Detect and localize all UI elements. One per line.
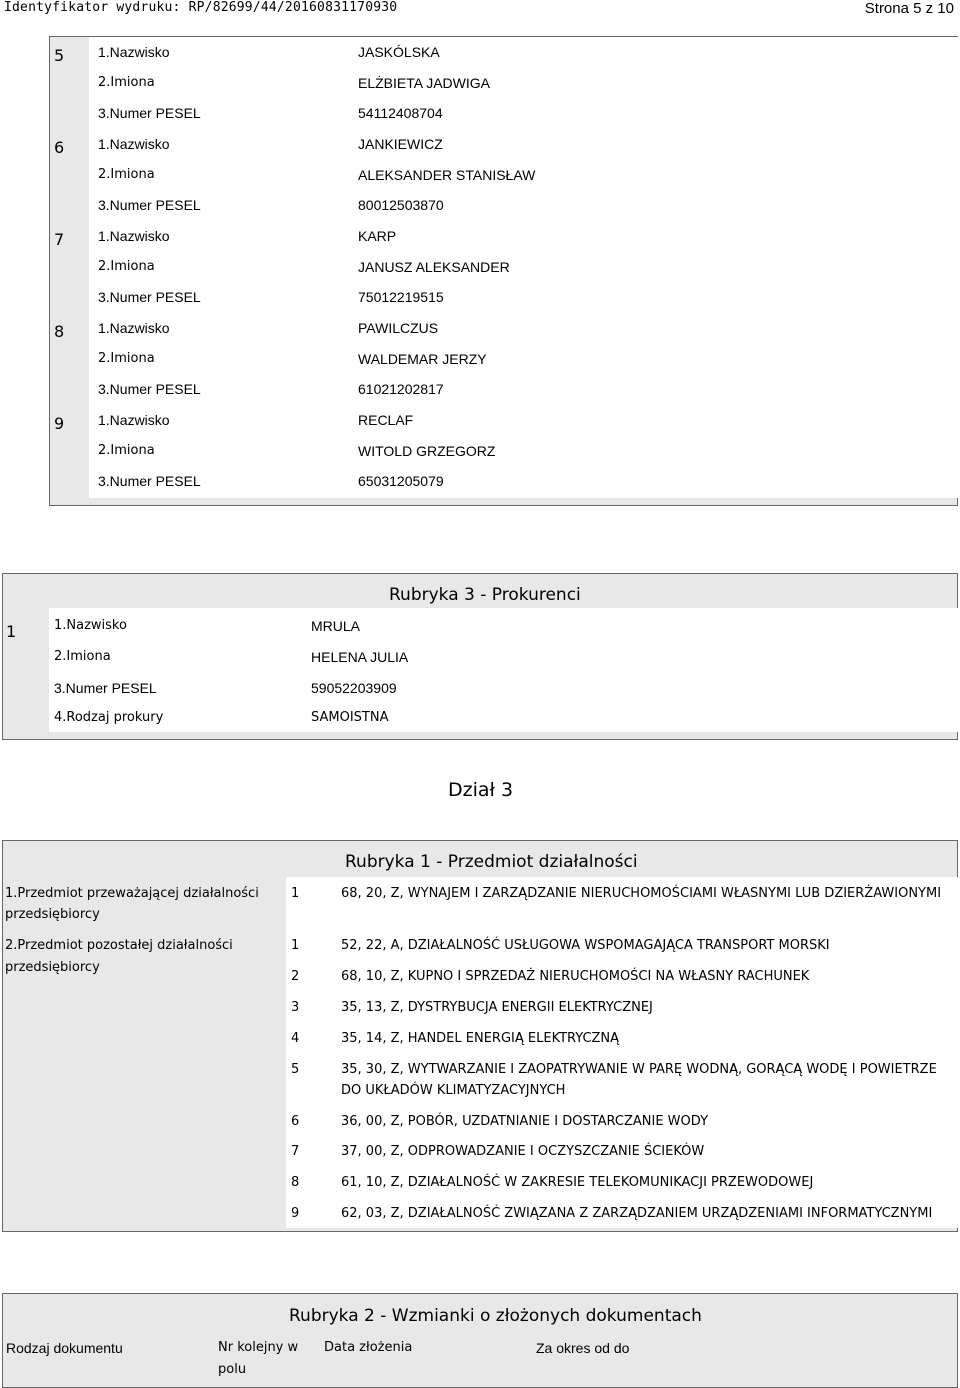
- wzmianki-title: Rubryka 2 - Wzmianki o złożonych dokumentach: [289, 1306, 702, 1326]
- member-value-pesel: 61021202817: [358, 381, 444, 397]
- prokurenci-content: [49, 608, 958, 732]
- print-identifier: Identyfikator wydruku: RP/82699/44/20160831170930: [4, 0, 398, 15]
- member-value-imiona: ELŻBIETA JADWIGA: [358, 75, 490, 91]
- other-activity-label-cont: przedsiębiorcy: [5, 960, 100, 975]
- activity-number: 3: [291, 1000, 300, 1015]
- member-label-pesel: 3.Numer PESEL: [98, 473, 201, 489]
- prokurent-value-rodzaj: SAMOISTNA: [311, 710, 389, 725]
- member-value-imiona: JANUSZ ALEKSANDER: [358, 259, 510, 275]
- main-activity-number: 1: [291, 886, 300, 901]
- activity-number: 4: [291, 1031, 300, 1046]
- activity-number: 2: [291, 969, 300, 984]
- member-number: 7: [54, 230, 65, 249]
- other-activity-label: 2.Przedmiot pozostałej działalności: [5, 938, 233, 953]
- activity-text: 35, 30, Z, WYTWARZANIE I ZAOPATRYWANIE W PARĘ WODNĄ, GORĄCĄ WODĘ I POWIETRZE: [341, 1062, 937, 1077]
- member-value-pesel: 54112408704: [358, 105, 443, 121]
- main-activity-label: 1.Przedmiot przeważającej działalności: [5, 886, 259, 901]
- section-title-dzial-3: Dział 3: [448, 779, 514, 801]
- member-value-nazwisko: KARP: [358, 228, 397, 244]
- przedmiot-title: Rubryka 1 - Przedmiot działalności: [345, 852, 638, 872]
- activity-text: 35, 13, Z, DYSTRYBUCJA ENERGII ELEKTRYCZNEJ: [341, 1000, 653, 1015]
- member-label-pesel: 3.Numer PESEL: [98, 105, 201, 121]
- member-label-imiona: 2.Imiona: [98, 259, 155, 274]
- activity-text: 68, 10, Z, KUPNO I SPRZEDAŻ NIERUCHOMOŚCI NA WŁASNY RACHUNEK: [341, 969, 810, 984]
- member-value-nazwisko: JANKIEWICZ: [358, 136, 443, 152]
- activity-number: 6: [291, 1114, 300, 1129]
- member-number: 8: [54, 322, 65, 341]
- member-label-nazwisko: 1.Nazwisko: [98, 136, 170, 152]
- prokurent-value-imiona: HELENA JULIA: [311, 649, 409, 665]
- prokurent-label-pesel: 3.Numer PESEL: [54, 680, 157, 696]
- member-value-imiona: ALEKSANDER STANISŁAW: [358, 167, 536, 183]
- activity-text-cont: DO UKŁADÓW KLIMATYZACYJNYCH: [341, 1083, 566, 1098]
- activity-text: 61, 10, Z, DZIAŁALNOŚĆ W ZAKRESIE TELEKOMUNIKACJI PRZEWODOWEJ: [341, 1175, 814, 1190]
- member-label-nazwisko: 1.Nazwisko: [98, 44, 170, 60]
- members-content: [89, 37, 958, 498]
- wzmianki-header-data: Data złożenia: [324, 1340, 413, 1355]
- wzmianki-header-nr: Nr kolejny w: [218, 1340, 299, 1355]
- member-label-imiona: 2.Imiona: [98, 167, 155, 182]
- member-value-pesel: 65031205079: [358, 473, 444, 489]
- page-number: Strona 5 z 10: [864, 0, 954, 17]
- wzmianki-header-rodzaj: Rodzaj dokumentu: [6, 1340, 123, 1356]
- activity-text: 36, 00, Z, POBÓR, UZDATNIANIE I DOSTARCZANIE WODY: [341, 1114, 709, 1129]
- member-label-nazwisko: 1.Nazwisko: [98, 320, 170, 336]
- main-activity-label-cont: przedsiębiorcy: [5, 907, 100, 922]
- member-label-imiona: 2.Imiona: [98, 75, 155, 90]
- print-header: [0, 0, 960, 20]
- member-value-imiona: WALDEMAR JERZY: [358, 351, 487, 367]
- member-value-pesel: 80012503870: [358, 197, 444, 213]
- activity-number: 9: [291, 1206, 300, 1221]
- prokurent-number: 1: [6, 622, 17, 641]
- member-label-imiona: 2.Imiona: [98, 443, 155, 458]
- member-number: 5: [54, 46, 65, 65]
- member-label-nazwisko: 1.Nazwisko: [98, 412, 170, 428]
- wzmianki-header-okres: Za okres od do: [536, 1340, 630, 1356]
- prokurent-value-pesel: 59052203909: [311, 680, 397, 696]
- wzmianki-header-nr-cont: polu: [218, 1362, 247, 1377]
- member-label-pesel: 3.Numer PESEL: [98, 197, 201, 213]
- member-number: 6: [54, 138, 65, 157]
- member-label-nazwisko: 1.Nazwisko: [98, 228, 170, 244]
- activity-text: 37, 00, Z, ODPROWADZANIE I OCZYSZCZANIE ŚCIEKÓW: [341, 1144, 705, 1159]
- member-number: 9: [54, 414, 65, 433]
- activity-text: 35, 14, Z, HANDEL ENERGIĄ ELEKTRYCZNĄ: [341, 1031, 620, 1046]
- prokurent-value-nazwisko: MRULA: [311, 618, 361, 634]
- prokurent-label-nazwisko: 1.Nazwisko: [54, 618, 127, 633]
- activity-number: 1: [291, 938, 300, 953]
- main-activity-text: 68, 20, Z, WYNAJEM I ZARZĄDZANIE NIERUCHOMOŚCIAMI WŁASNYMI LUB DZIERŻAWIONYMI: [341, 886, 942, 901]
- activity-text: 62, 03, Z, DZIAŁALNOŚĆ ZWIĄZANA Z ZARZĄDZANIEM URZĄDZENIAMI INFORMATYCZNYMI: [341, 1206, 933, 1221]
- member-value-nazwisko: JASKÓLSKA: [358, 44, 440, 60]
- activity-number: 7: [291, 1144, 300, 1159]
- prokurent-label-imiona: 2.Imiona: [54, 649, 111, 664]
- member-value-nazwisko: PAWILCZUS: [358, 320, 439, 336]
- prokurenci-title: Rubryka 3 - Prokurenci: [389, 585, 581, 605]
- member-label-imiona: 2.Imiona: [98, 351, 155, 366]
- activity-number: 8: [291, 1175, 300, 1190]
- activity-text: 52, 22, A, DZIAŁALNOŚĆ USŁUGOWA WSPOMAGAJĄCA TRANSPORT MORSKI: [341, 938, 830, 953]
- activity-number: 5: [291, 1062, 300, 1077]
- member-value-nazwisko: RECLAF: [358, 412, 414, 428]
- member-label-pesel: 3.Numer PESEL: [98, 381, 201, 397]
- prokurent-label-rodzaj: 4.Rodzaj prokury: [54, 710, 164, 725]
- member-value-pesel: 75012219515: [358, 289, 444, 305]
- member-label-pesel: 3.Numer PESEL: [98, 289, 201, 305]
- member-value-imiona: WITOLD GRZEGORZ: [358, 443, 496, 459]
